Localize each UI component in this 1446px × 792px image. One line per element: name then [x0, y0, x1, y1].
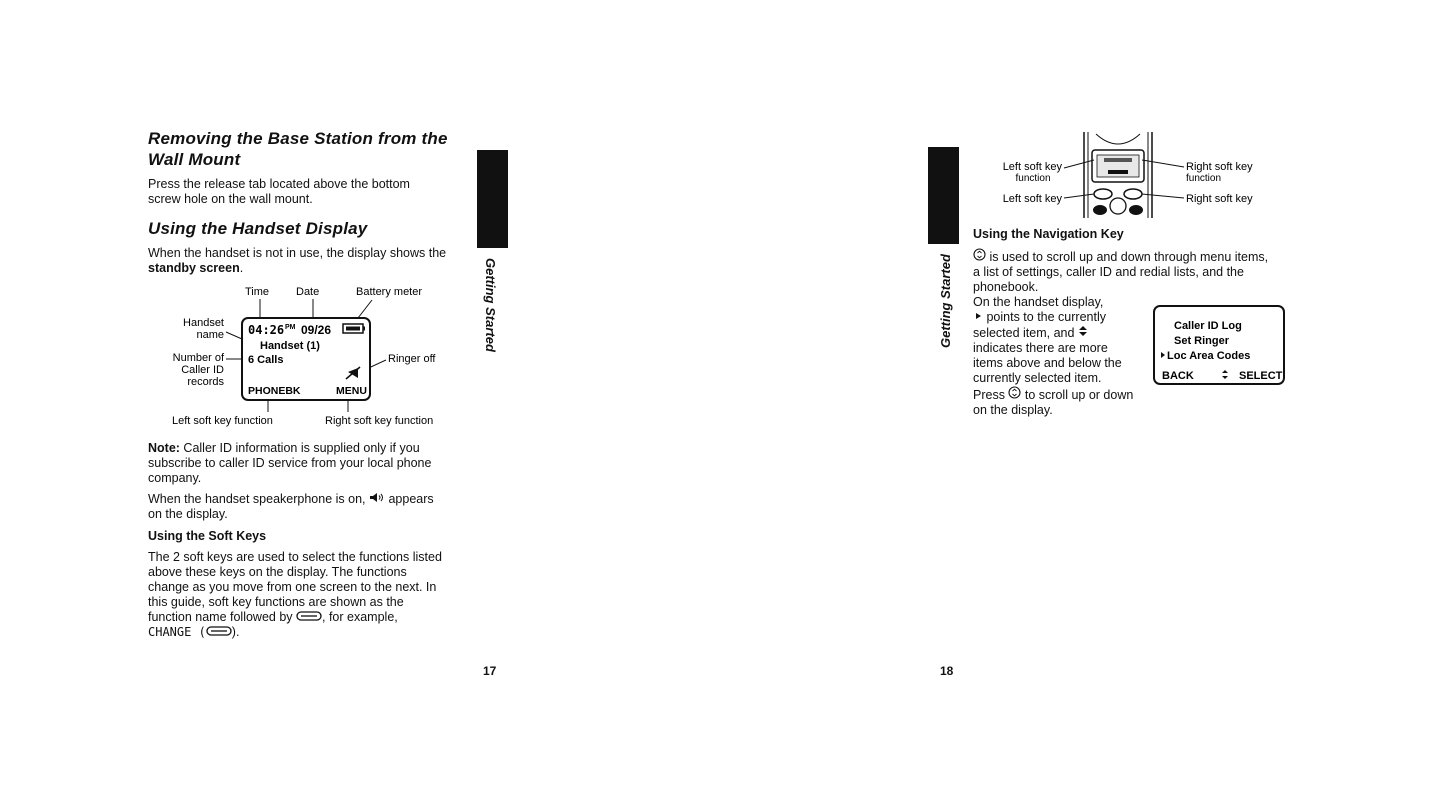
pointer-arrow-icon: [973, 311, 983, 321]
section-intro-display: When the handset is not in use, the display shows the standby screen.: [148, 246, 447, 275]
label-handset-name-2: name: [196, 329, 224, 341]
label-right-fn-1: Right soft key: [1186, 161, 1253, 173]
handset-illustration: [1084, 132, 1152, 218]
side-tab-label: Getting Started: [938, 254, 953, 348]
right-soft-key-icon: [1124, 189, 1142, 199]
menu-screen-figure: [1152, 304, 1288, 386]
menu-item-set-ringer: Set Ringer: [1174, 335, 1230, 347]
section-title-removing: Removing the Base Station from the Wall Mount: [148, 129, 448, 169]
label-number-1: Number of: [172, 352, 224, 364]
speaker-icon: [369, 492, 385, 503]
screen-right-key: MENU: [336, 385, 367, 397]
side-tab-block: [928, 147, 959, 244]
screen-handset: Handset (1): [260, 340, 320, 352]
menu-item-caller-id: Caller ID Log: [1174, 320, 1242, 332]
soft-key-icon: [296, 611, 322, 621]
menu-left-key: BACK: [1162, 370, 1194, 382]
menu-item-loc-area: Loc Area Codes: [1167, 350, 1251, 362]
label-right-soft: Right soft key function: [325, 415, 434, 427]
standby-screen-figure: [160, 282, 460, 430]
softkeys-paragraph: The 2 soft keys are used to select the functions listed above these keys on the display. The functions change as you move from one screen to the next. In this guide, soft key functions are shown as the function name followed by , for example, CHANGE ( ).: [148, 550, 442, 639]
nav-key-icon: [1008, 386, 1021, 399]
label-right-fn-2: function: [1186, 173, 1222, 184]
handset-keys-figure: [992, 130, 1267, 222]
soft-key-icon: [206, 626, 232, 636]
label-handset-name-1: Handset: [183, 317, 224, 329]
display-paragraph: On the handset display, points to the currently selected item, and indicates there are more items above and below the currently selected item. Press to scroll up or down on the display.: [973, 295, 1134, 417]
label-right-key: Right soft key: [1186, 193, 1253, 205]
nav-paragraph: is used to scroll up and down through menu items, a list of settings, caller ID and redial lists, and the phonebook.: [973, 250, 1269, 294]
left-soft-key-icon: [1094, 189, 1112, 199]
screen-left-key: PHONEBK: [248, 385, 301, 397]
speakerphone-paragraph: When the handset speakerphone is on, appears on the display.: [148, 492, 434, 521]
page-number: 18: [940, 664, 954, 678]
label-left-soft: Left soft key function: [172, 415, 273, 427]
side-tab-label: Getting Started: [483, 258, 498, 352]
label-left-fn-1: Left soft key: [1002, 161, 1062, 173]
label-time: Time: [245, 286, 270, 298]
screen-time: 04:26: [248, 323, 285, 337]
label-number-3: records: [187, 376, 224, 388]
softkeys-title: Using the Soft Keys: [148, 529, 267, 543]
page-number: 17: [483, 664, 497, 678]
screen-pm: PM: [285, 324, 296, 331]
label-battery: Battery meter: [356, 286, 423, 298]
label-date: Date: [296, 286, 320, 298]
section-paragraph-removing: Press the release tab located above the bottom screw hole on the wall mount.: [148, 177, 410, 206]
nav-key-icon: [973, 248, 986, 261]
screen-date: 09/26: [301, 323, 332, 337]
label-number-2: Caller ID: [181, 364, 224, 376]
nav-key-icon: [1110, 198, 1126, 214]
section-title-display: Using the Handset Display: [148, 219, 368, 238]
screen-calls: 6 Calls: [248, 354, 284, 366]
label-left-key: Left soft key: [1002, 193, 1062, 205]
nav-title: Using the Navigation Key: [973, 227, 1124, 241]
label-left-fn-2: function: [1015, 173, 1051, 184]
menu-right-key: SELECT: [1239, 370, 1283, 382]
side-tab-block: [477, 150, 508, 248]
note-paragraph: Note: Caller ID information is supplied only if you subscribe to caller ID service from your local phone company.: [148, 441, 432, 485]
up-down-arrows-icon: [1078, 325, 1088, 337]
label-ringer-off: Ringer off: [388, 353, 436, 365]
